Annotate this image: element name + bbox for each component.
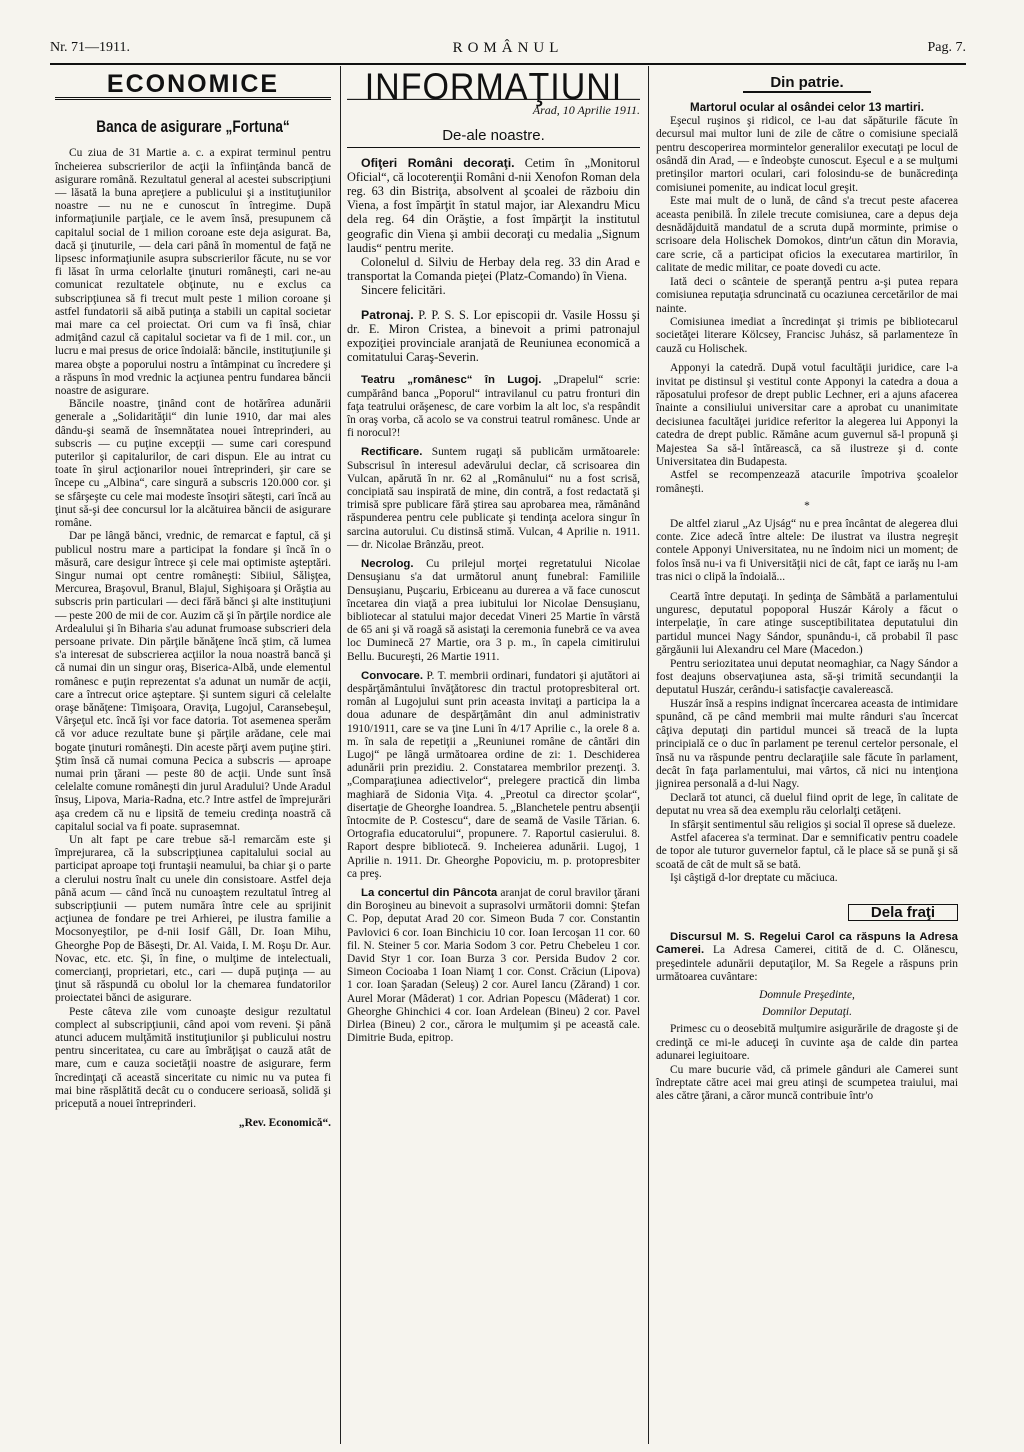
news-item-head: Patronaj. <box>361 307 414 322</box>
news-item-text: Colonelul d. Silviu de Herbay dela reg. 33 din Arad e transportat la Comanda pieţei (Platz-Comando) în Viena. <box>347 255 640 284</box>
column-economice <box>55 66 331 1130</box>
page-number: Pag. 7. <box>927 40 966 55</box>
speech-salutation: Domnilor Deputaţi. <box>762 1006 852 1018</box>
news-item-head: Convocare. <box>361 669 424 682</box>
article-title: Martorul ocular al osândei celor 13 martiri. <box>690 101 924 115</box>
news-item <box>347 446 640 552</box>
news-item <box>347 283 640 297</box>
article-paragraph: Este mai mult de o lună, de când s'a trecut peste afacerea aceasta penibilă. În zilele trecute comisiunea, care a depus deja desnădăjduită mandatul de a scruta după morminte, primise o scrisoare dela Holischek Domokos, dintr'un cătun din Moravia, care scrie, că a participat oficios la executarea martirilor, în calitate de medic militar, ce poate dovedi cu acte. <box>656 195 958 275</box>
news-item <box>347 156 640 255</box>
article-paragraph: Astfel afacerea s'a terminat. Dar e semnificativ pentru coadele de topor ale tuturor guvernelor faptul, că le place să se pună şi să scoată de cât de mult să se bată. <box>656 831 958 871</box>
news-item <box>347 308 640 365</box>
section-heading: Dela fraţi <box>848 904 958 921</box>
news-item <box>347 670 640 881</box>
section-heading: INFORMAŢIUNI <box>347 79 640 100</box>
masthead <box>50 40 966 64</box>
top-rule <box>50 63 966 65</box>
newspaper-title: ROMÂNUL <box>452 40 564 56</box>
news-item <box>347 887 640 1045</box>
article-paragraph: Peste câteva zile vom cunoaşte desigur rezultatul complect al subscripţiunii, când apoi vom reveni. Şi până atunci aducem mulţămită instituţiunilor şi publicului nostru pentru sinceritatea, cu care au îmbrăţişat o cauză atât de mare, cum e cauza societăţii noastre de asigurare, ferm încredinţaţi că această sinceritate cu nimic nu va putea fi mai bine răsplătită decât cu o conducere serioasă, solidă şi pricepută a nouei întreprinderi. <box>55 1005 331 1111</box>
section-heading: ECONOMICE <box>55 78 331 100</box>
article-paragraph: Băncile noastre, ţinând cont de hotărîrea adunării generale a „Solidarităţii“ din lunie 1910, dar mai ales dându-şi seamă de însemnătatea nouei întreprinderi, au subscris — cu puţine excepţii — sume cari corespund puterilor şi capitalurilor, de cari dispun. Ele au intrat cu toate în şirul acţionarilor nouei întreprinderi, şir care se începe cu „Albina“, care singură a subscris 120.000 cor. şi se sfârşeşte cu cele mai modeste însoţiri săteşti, cari încă au ţinut să-şi dee concursul lor la alcătuirea băncii de asigurare române. <box>55 398 331 530</box>
column-informatiuni <box>347 66 640 1045</box>
article-paragraph: Eşecul ruşinos şi ridicol, ce l-au dat săpăturile făcute în decursul mai multor luni de zile de către o comisiune specială pentru descoperirea mormintelor generalilor executaţi pe locul de osândă din Arad, — e îndeobşte cunoscut. Eşecul e a se mulţumi pretinşilor martori oculari, cari folosindu-se de bunăcredinţa comisiunei pomenite, au indicat locul greşit. <box>656 114 958 194</box>
column-din-patrie <box>656 66 958 1104</box>
article-paragraph: Primesc cu o deosebită mulţumire asigurările de dragoste şi de credinţă ce mi-le aduceţi în cuvinte aşa de calde din partea adunarei legiuitoare. <box>656 1023 958 1063</box>
article-paragraph: Cu ziua de 31 Martie a. c. a expirat terminul pentru încheierea subscrierilor de acţii la înfiinţânda bancă de asigurare română. Rezultatul general al acestei subscripţiuni — lăsată la buna apreţiere a publicului şi a instituţiunilor noastre — nu ne e cunoscut în întregime. După informaţiunile parţiale, ce le avem însă, presupunem că capitalul social de 1 milion coroane este deja asigurat. Ba, dacă şi ţinuturile, — dela cari până în momentul de faţă ne lipsesc informaţiunile asupra subscrierilor făcute, nu se vor fi lăsat în urma celorlalte ţinuturi româneşti, cari ne-au comunicat rezultatele obţinute, nu e exclus ca subscripţiunea să fi trecut mult peste 1 milion coroane şi astfel fundatorii să aibă putinţa a stabili un capital societar mai mare ca cel proiectat. Ori cum va fi însă, chiar admiţând cazul că capitalul societar va fi de 1 mil. cor., un lucru e mai presus de orice îndoială: băncile, instituţiunile şi marea obşte a poporului nostru a întâmpinat cu încredere şi a răspuns în mod vrednic la acţiunea pentru fundarea băncii noastre de asigurare. <box>55 147 331 398</box>
news-item <box>347 374 640 440</box>
article-paragraph: Apponyi la catedră. După votul facultăţii juridice, care l-a invitat pe distinsul şi vestitul conte Apponyi la catedra a doua a răposatului profesor de drept public Lechner, eri a ajuns afacerea înainte a consiliului universitar care a aprobat cu unanimitate decisiunea facultăţei juridice referitor la alegerea lui Apponyi la catedra de drept public. Rămâne acum guvernul să-l propună şi Majestea Sa să-l întărească, ca să ilustreze şi d. conte Universitatea din Budapesta. <box>656 362 958 468</box>
article-paragraph: Pentru seriozitatea unui deputat neomaghiar, ca Nagy Sándor a fost deajuns observaţiunea asta, să-şi trimită secundanţii la deputatul Huszár, cerându-i satisfacţie cavalerească. <box>656 657 958 697</box>
news-item-head: La concertul din Pâncota <box>361 886 498 899</box>
news-item-text: Suntem rugaţi să publicăm următoarele: Subscrisul în interesul adevărului declar, că scrisoarea din Vulcan, apărută în nr. 62 al „Românului“ nu a fost scrisă, concipiată sau inspirată de mine, din contră, a fost redactată şi trimisă spre publicare fără ştirea sau aprobarea mea, rămânând răspunderea pentru cele publicate şi tendinţa acelora singur în sarcina autorului. Cu distinsă stimă. Vulcan, 4 Aprilie n. 1911. — dr. Nicolae Brânzău, preot. <box>347 446 640 551</box>
news-item-text: „Drapelul“ scrie: cumpărând banca „Poporul“ intravilanul cu patru fronturi din faţa teatrului orăşenesc, de care vorbim la alt loc, s'a respândit în oraş vorba, că acolo se va construi teatrul românesc. Unde ar fi norocul?! <box>347 374 640 440</box>
news-item-head: Ofiţeri Români decoraţi. <box>361 155 515 170</box>
news-item-text: Cu prilejul morţei regretatului Nicolae Densuşianu s'a dat următorul anunţ funebral: Familiile Densuşianu, Puşcariu, Erbiceanu au durerea a vă face cunoscut încetarea din viaţă a prea iubitului lor Nicolae Densuşianu, bibliotecar al statului major decedat Vineri 25 Martie în vârstă de 65 ani şi vă roagă să asistaţi la ceremonia funebră ce va avea loc Duminecă 27 Martie, ora 3 p. m., în capela cimitirului Bellu. Bucureşti, 26 Martie 1911. <box>347 558 640 663</box>
news-item-text: Cetim în „Monitorul Oficial“, că locoterenţii Români d-nii Xenofon Roman dela reg. 63 din Bistriţa, absolvent al şcoalei de războiu din Viena, a fost împărţit în statul major, iar Alexandru Micu dela reg. 64 din Orăştie, a fost împărţit la institutul geografic din Viena şi ambii decoraţi cu medalia „Signum laudis“ pentru merite. <box>347 155 640 255</box>
news-item-head: Rectificare. <box>361 446 423 459</box>
article-paragraph: In sfârşit sentimentul său religios şi social îl oprese să dueleze. <box>670 818 956 831</box>
article-paragraph: De altfel ziarul „Az Ujság“ nu e prea încântat de alegerea dlui conte. Zice adecă între altele: De ilustrat va ilustra negreşit contele Apponyi Universitatea, nu ne îndoim nici un moment; de folos însă nu-i va fi Universităţii nici de cât, fapt ce iarăş nu l-am tras nici o clipă la îndoială... <box>656 517 958 584</box>
column-divider <box>648 66 649 1444</box>
news-item-text: P. P. S. S. Lor episcopii dr. Vasile Hossu şi dr. E. Miron Cristea, a binevoit a primi patronajul expoziţiei provinciale aranjată de Reuniunea economică a comitatului Caraş-Severin. <box>347 307 640 365</box>
news-item-text: P. T. membrii ordinari, fundatori şi ajutători ai despărţământului învăţătoresc din tractul protopresbiteral ort. român al Lugojului sunt prin aceasta invitaţi a participa la a doua adunare de despărţământ din anul administrativ 1910/1911, care se va ţine Luni în 4/17 Aprilie c., la orele 8 a. m. în sala de repetiţii a „Reuniunei române de cântări din Lugoj“ pe lângă următoarea ordine de zi: 1. Deschiderea adunării prin prezidiu. 2. Constatarea membrilor prezenţi. 3. „Comparaţiunea adiectivelor“, prelegere practică din limba maghiară de Sidonia Viţa. 4. „Preotul ca director şcolar“, disertaţie de Gheorghe Ioandrea. 5. „Blanchetele pentru absenţii întocmite de P. Costescu“, dare de seamă de Vasile Tărian. 6. Ortografia educatorului“, propunere. 7. Raportul casierului. 8. Raport despre bibliotecă. 9. Incheierea adunării. Lugoj, 1 Aprilie n. 1911. Dr. Gheorghe Popoviciu, m. p. protopresbiter ca preş. <box>347 669 640 880</box>
article-paragraph: Huszár însă a respins indignat încercarea aceasta de intimidare spunând, că pe când membrii mai multe rânduri s'au încercat câţiva deputaţi din partidul muncei să treacă de la lupta principială ce o duc în parlament pe terenul certelor personale, el însă nu va răspunde pentru declaraţiile sale făcute în parlament, decât în faţa parlamentului, mai vârtos, că nici nu intenţiona jignirea personală a d-lui Nagy. <box>656 697 958 791</box>
article-paragraph: Un alt fapt pe care trebue să-l remarcăm este şi împrejurarea, că la subscripţiunea capitalului social au participat aproape toţi fruntaşii neamului, ba chiar şi o parte a clerului nostru înalt cu unele din consistoare. Astfel deja până acum — când încă nu cunoaştem rezultatul întreg al subscripţiunii — putem număra între cele au sprijinit acţiunea de fondare pe trei Arhierei, pe ilustra familie a Mocsonyeştilor, pe d-nii Iosif Gâll, Dr. Ioan Mihu, Gheorghe Pop de Băseşti, Dr. Al. Vaida, I. M. Roşu Dr. Aur. Novac, etc. etc. Şi, în fine, o mulţime de intelectuali, comercianţi, proprietari, etc., cari — după puţinţa — au ţinut să răspundă cu obolul lor la chemarea fundatorilor proiectatei bănci de asigurare. <box>55 833 331 1005</box>
article-text: La Adresa Camerei, citită de d. C. Olănescu, preşedintele adunării deputaţilor, M. Sa Regele a răspuns prin următoarea cuvântare: <box>656 944 958 984</box>
separator-star: * <box>804 500 810 513</box>
news-item-text: Sincere felicitări. <box>361 283 446 298</box>
article-paragraph: Ceartă între deputaţi. In şedinţa de Sâmbătă a parlamentului unguresc, deputatul popoporal Huszár Károly a făcut o interpelaţie, în care atinge susceptibilitatea deputatului din partidul muncei Nagy Sándor, spunându-i, că probabil îl pasc gărgăunii lui Alexandru cel Mare (Macedon.) <box>656 590 958 657</box>
article-paragraph: Declară tot atunci, că duelul fiind oprit de lege, în calitate de deputat nu vrea să dea exemplu rău celorlalţi cetăţeni. <box>656 791 958 818</box>
article-paragraph: Işi câştigă d-lor dreptate cu măciuca. <box>670 872 838 885</box>
news-item-head: Necrolog. <box>361 558 414 571</box>
news-item <box>347 255 640 283</box>
article-paragraph: Comisiunea imediat a încredinţat şi trimis pe bibliotecarul societăţei literare Kölcsey, Francisc Juhász, să parlamenteze în cauză cu Holischek. <box>656 315 958 355</box>
news-item <box>347 558 640 664</box>
article-paragraph: Cu mare bucurie văd, că primele gânduri ale Camerei sunt îndreptate către acei mai greu atinşi de scumpetea traiului, mai ales către ţărani, a căror muncă contribuie într'o <box>656 1063 958 1103</box>
subsection-heading: De-ale noastre. <box>347 129 640 147</box>
news-item-head: Teatru „românesc“ în Lugoj. <box>361 374 542 387</box>
news-item-text: aranjat de corul bravilor ţărani din Boroşineu au binevoit a suprasolvi următorii domni: Ştefan C. Pop, deputat Arad 20 cor. Simeon Buda 7 cor. Constantin Pavlovici 6 cor. Ioan Binchiciu 10 cor. Ioan Iercoşan 11 cor. 60 fil. N. Steiner 5 cor. Maria Sodom 3 cor. Petru Chebeleu 1 cor. David Styr 1 cor. Ioan Burza 3 cor. Persida Budov 2 cor. Simeon Cocioaba 1 Ioan Niamţ 1 cor. Const. Crăciun (Lipova) 1 cor. Ioan Şaradan (Seleuş) 2 cor. Aurel Iancu (Zărand) 1 cor. Aurel Morar (Mâderat) 1 cor. Adrian Popescu (Mâderat) 1 cor. Gheorghe Ghinchici 4 cor. Ioan Ardelean (Bineu) 2 cor. Pavel Dirlea (Bineu) 2 cor., cărora le mulţumim şi pe această cale. Dimitrie Buda, epitrop. <box>347 886 640 1045</box>
section-heading: Din patrie. <box>743 76 871 93</box>
article-paragraph: Astfel se recompenzează atacurile împotriva şcoalelor româneşti. <box>656 469 958 495</box>
issue-number: Nr. 71—1911. <box>50 40 130 55</box>
speech-salutation: Domnule Preşedinte, <box>759 988 855 1001</box>
dateline: Arad, 10 Aprilie 1911. <box>532 103 640 118</box>
article-title: Discursul M. S. Regelui Carol ca răspuns la Adresa Camerei. <box>656 930 958 957</box>
article-paragraph: Iată deci o scânteie de speranţă pentru a-şi putea repara comisiunea reputaţia sdruncinată cu ocaziunea cercetărilor de mai nainte. <box>656 275 958 315</box>
article-title: Banca de asigurare „Fortuna“ <box>96 117 290 137</box>
article-signature: „Rev. Economică“. <box>238 1117 331 1130</box>
article-paragraph: Dar pe lângă bănci, vrednic, de remarcat e faptul, că şi publicul nostru mare a participat la fondare şi încă în o măsură, care desigur întrece şi cele mai optimiste aşteptări. Singur numai opt centre româneşti: Sibiiul, Sălişţea, Mercurea, Braşovul, Branul, Blajul, Sighişoara şi Orăştia au subscris prin particulari — deci fără bănci şi alte instituţiuni — peste 200 de mii de cor. Auzim că şi în părţile nordice ale Ardealului şi în Biharia s'au adunat frumoase subscrieri dela persoane private. Din părţile bănăţene încă ştim, că lumea s'a interesat de subscrierea acţiilor la noua noastră bancă şi că numai din un singur oraş, Biserica-Albă, unde elementul românesc e puţin reprezentat s'a adunat un număr de acţii, care a întrecut orice aşteptare. Şi suntem siguri că celelalte oraşe bănăţene: Timişoara, Oraviţa, Lugojul, Caransebeşul, Vârşeţul etc. încă îşi vor face datoria. Tot asemenea sperăm că vor aduce rezultate bune şi părţile arădane, cele mai bogate ţinuturi româneşti. Din aceste părţi avem puţine ştiri. Ştim însă că numai comuna Pecica a subscris — aproape numai prin ţărani — peste 80 de acţii. Unde sunt însă celelalte comune româneşti din jurul Aradului? Unde Aradul însuş, Lipova, Maria-Radna, etc.? Intre astfel de împrejurări aşa credem că nu e lipsită de temeiu credinţa noastră că capitalul social va fi poate. suprasemnat. <box>55 530 331 833</box>
column-divider <box>340 66 341 1444</box>
